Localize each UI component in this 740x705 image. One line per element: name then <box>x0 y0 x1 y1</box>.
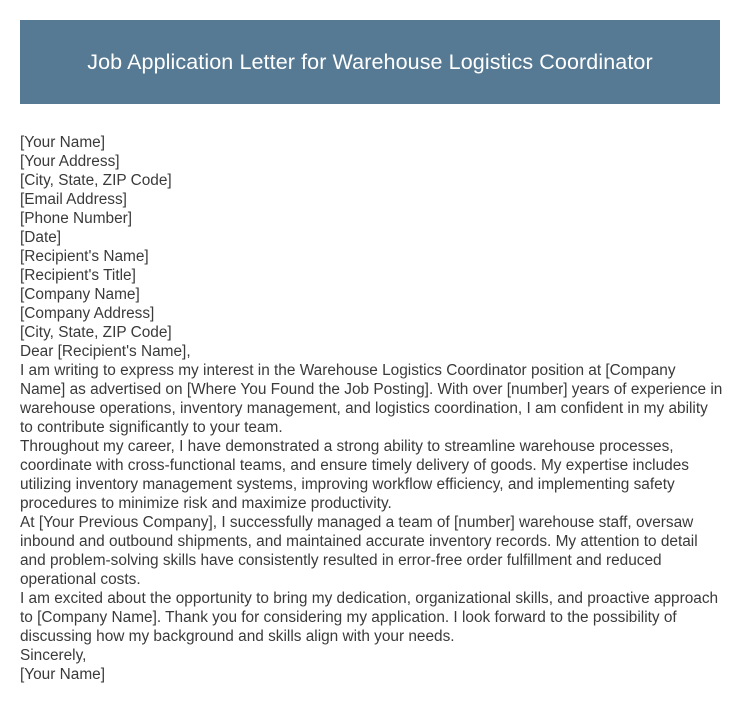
sender-block <box>20 133 724 247</box>
body-paragraph: At [Your Previous Company], I successfully managed a team of [number] warehouse staff, oversaw inbound and outbound shipments, and maintained accurate inventory records. My attention to detail and problem-solving skills have consistently resulted in error-free order fulfillment and reduced operational costs. <box>20 514 698 588</box>
recipient-city-state-zip: [City, State, ZIP Code] <box>20 324 172 341</box>
body-paragraph: I am excited about the opportunity to bring my dedication, organizational skills, and proactive approach to [Company Name]. Thank you for considering my application. I look forward to the possibility of discussing how my background and skills align with your needs. <box>20 590 719 645</box>
page-title: Job Application Letter for Warehouse Logistics Coordinator <box>87 49 653 74</box>
sender-email: [Email Address] <box>20 191 127 208</box>
letter-body <box>20 133 724 684</box>
signature: [Your Name] <box>20 666 105 683</box>
sender-name: [Your Name] <box>20 134 105 151</box>
letter-date: [Date] <box>20 229 62 246</box>
closing: Sincerely, <box>20 647 87 664</box>
recipient-company: [Company Name] <box>20 286 140 303</box>
recipient-title: [Recipient's Title] <box>20 267 136 284</box>
recipient-company-address: [Company Address] <box>20 305 155 322</box>
sender-address: [Your Address] <box>20 153 120 170</box>
body-paragraph: I am writing to express my interest in the Warehouse Logistics Coordinator position at [Company Name] as advertised on [Where You Found the Job Posting]. With over [number] years of experience in warehouse operations, inventory management, and logistics coordination, I am confident in my ability to contribute significantly to your team. <box>20 362 723 436</box>
body-paragraph: Throughout my career, I have demonstrated a strong ability to streamline warehouse processes, coordinate with cross-functional teams, and ensure timely delivery of goods. My expertise includes utilizing inventory management systems, improving workflow efficiency, and implementing safety procedures to minimize risk and maximize productivity. <box>20 438 689 512</box>
letter-header-banner <box>20 20 720 104</box>
sender-city-state-zip: [City, State, ZIP Code] <box>20 172 172 189</box>
recipient-name: [Recipient's Name] <box>20 248 149 265</box>
sender-phone: [Phone Number] <box>20 210 133 227</box>
salutation: Dear [Recipient's Name], <box>20 343 191 360</box>
recipient-block <box>20 247 724 342</box>
